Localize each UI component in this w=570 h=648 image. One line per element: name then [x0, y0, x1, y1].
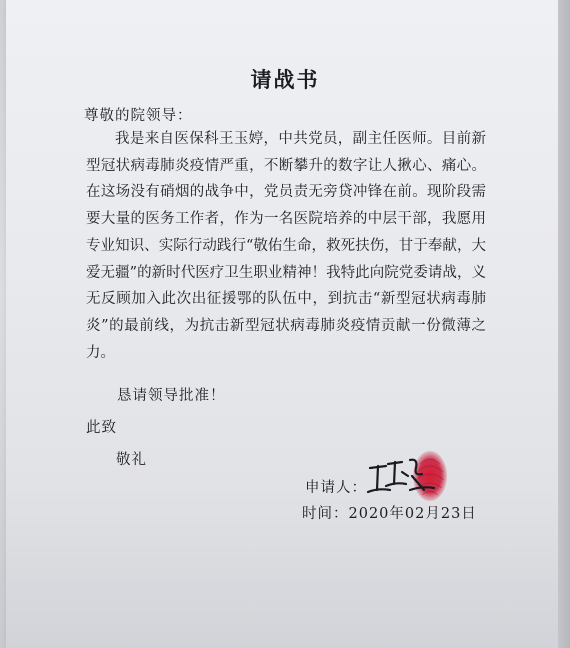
regards-line: 敬礼 — [116, 452, 147, 468]
date-line: 时间：2020年02月23日 — [302, 506, 477, 522]
letter-body — [86, 126, 486, 366]
fingerprint-mark — [413, 451, 447, 501]
letter-title: 请战书 — [250, 67, 320, 92]
closing-line: 此致 — [86, 420, 117, 436]
salutation: 尊敬的院领导： — [84, 108, 193, 124]
handwritten-signature — [364, 446, 464, 506]
applicant-label: 申请人： — [305, 480, 367, 496]
request-line: 恳请领导批准！ — [117, 388, 226, 404]
body-paragraph: 我是来自医保科王玉婷，中共党员，副主任医师。目前新型冠状病毒肺炎疫情严重，不断攀升的数字让人揪心、痛心。在这场没有硝烟的战争中，党员责无旁贷冲锋在前。现阶段需要大量的医务工作者，作为一名医院培养的中层干部，我愿用专业知识、实际行动践行“敬佑生命，救死扶伤，甘于奉献，大爱无疆”的新时代医疗卫生职业精神！我特此向院党委请战，义无反顾加入此次出征援鄂的队伍中，到抗击“新型冠状病毒肺炎”的最前线，为抗击新型冠状病毒肺炎疫情贡献一份微薄之力。 — [86, 131, 486, 361]
